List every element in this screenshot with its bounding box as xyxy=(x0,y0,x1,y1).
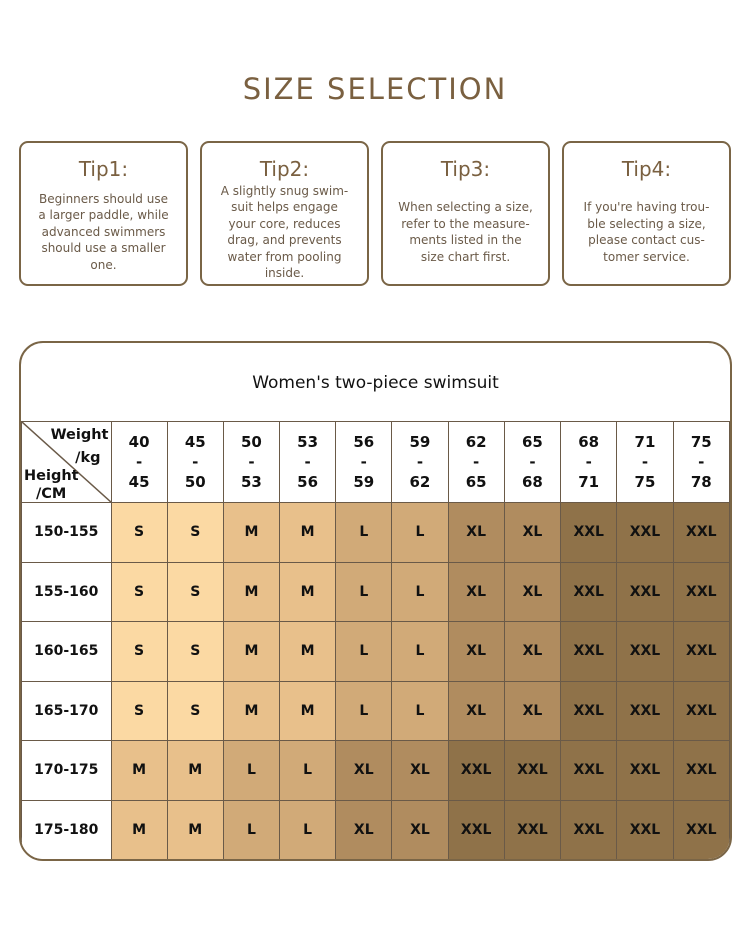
size-cell: XXL xyxy=(617,562,673,622)
tip-line: inside. xyxy=(264,266,305,280)
weight-range-part: - xyxy=(416,453,424,471)
table-row xyxy=(22,741,730,801)
weight-label: Weight xyxy=(50,427,109,443)
size-cell: M xyxy=(167,800,223,860)
size-cell: L xyxy=(392,562,448,622)
weight-range-part: 78 xyxy=(690,473,712,491)
size-cell: XXL xyxy=(673,800,729,860)
weight-range-part: 59 xyxy=(353,473,375,491)
size-cell: XXL xyxy=(673,681,729,741)
weight-range-part: - xyxy=(135,453,143,471)
weight-range-part: 45 xyxy=(128,473,150,491)
weight-header-cell xyxy=(111,422,167,503)
size-cell: XXL xyxy=(617,741,673,801)
size-cell: XL xyxy=(504,622,560,682)
weight-range-part: 40 xyxy=(128,433,150,451)
height-cell: 165-170 xyxy=(22,681,112,741)
weight-range-part: 65 xyxy=(465,473,487,491)
tip-line: ble selecting a size, xyxy=(587,216,706,231)
height-cell: 170-175 xyxy=(22,741,112,801)
size-cell: S xyxy=(167,562,223,622)
size-cell: L xyxy=(223,800,279,860)
size-cell: S xyxy=(167,503,223,563)
size-cell: S xyxy=(111,622,167,682)
tip-line: refer to the measure- xyxy=(401,216,530,231)
weight-range-part: - xyxy=(360,453,367,471)
size-cell: XXL xyxy=(673,622,729,682)
size-cell: L xyxy=(392,681,448,741)
size-cell: XXL xyxy=(673,562,729,622)
size-cell: S xyxy=(167,681,223,741)
weight-range-part: - xyxy=(248,453,255,471)
tip-line: size chart first. xyxy=(420,249,511,264)
table-row xyxy=(22,503,730,563)
size-cell: XL xyxy=(448,562,504,622)
size-cell: S xyxy=(111,503,167,563)
page-title: SIZE SELECTION xyxy=(242,72,508,106)
tips-row xyxy=(19,141,731,286)
size-cell: XL xyxy=(504,681,560,741)
size-cell: XXL xyxy=(617,503,673,563)
weight-header-cell xyxy=(392,422,448,503)
size-cell: M xyxy=(223,681,279,741)
tip-card-2 xyxy=(200,141,369,286)
size-cell: XXL xyxy=(561,503,617,563)
weight-range-part: 62 xyxy=(465,433,487,451)
weight-range-part: 50 xyxy=(240,433,262,451)
size-table xyxy=(21,421,730,860)
kg-label: /kg xyxy=(75,450,101,466)
size-cell: XL xyxy=(448,622,504,682)
size-cell: XXL xyxy=(673,503,729,563)
weight-range-part: - xyxy=(192,453,199,471)
chart-title: Women's two-piece swimsuit xyxy=(252,372,499,393)
height-cell: 175-180 xyxy=(22,800,112,860)
size-cell: XL xyxy=(504,562,560,622)
tip-line: advanced swimmers xyxy=(41,224,166,239)
tip-line: tomer service. xyxy=(603,249,690,264)
weight-header-cell xyxy=(336,422,392,503)
cm-label: /CM xyxy=(36,486,67,502)
weight-range-part: 65 xyxy=(521,433,543,451)
size-cell: M xyxy=(167,741,223,801)
tip-line: A slightly snug swim- xyxy=(220,183,349,198)
tip-line: If you're having trou- xyxy=(583,200,710,214)
tip-body xyxy=(574,182,719,282)
size-cell: XXL xyxy=(504,800,560,860)
weight-range-part: 71 xyxy=(634,433,656,451)
size-cell: S xyxy=(111,562,167,622)
table-header-row xyxy=(22,422,730,503)
table-row xyxy=(22,800,730,860)
weight-header-cell xyxy=(448,422,504,503)
weight-range-part: 45 xyxy=(184,433,206,451)
size-cell: XL xyxy=(448,503,504,563)
size-cell: M xyxy=(280,622,336,682)
size-cell: M xyxy=(280,681,336,741)
weight-range-part: - xyxy=(529,453,536,471)
size-cell: M xyxy=(280,562,336,622)
weight-range-part: - xyxy=(585,453,592,471)
weight-range-part: 53 xyxy=(297,433,319,451)
weight-range-part: 62 xyxy=(409,473,431,491)
weight-range-part: - xyxy=(641,453,649,471)
size-cell: XL xyxy=(504,503,560,563)
table-row xyxy=(22,622,730,682)
size-cell: XXL xyxy=(448,800,504,860)
size-cell: XXL xyxy=(448,741,504,801)
size-cell: L xyxy=(336,622,392,682)
weight-header-cell xyxy=(673,422,729,503)
size-cell: L xyxy=(392,622,448,682)
weight-header-cell xyxy=(167,422,223,503)
weight-range-part: 53 xyxy=(240,473,262,491)
size-cell: XXL xyxy=(673,741,729,801)
size-cell: XL xyxy=(448,681,504,741)
size-cell: XXL xyxy=(561,741,617,801)
weight-range-part: 75 xyxy=(690,433,712,451)
weight-range-part: 59 xyxy=(409,433,431,451)
tip-title: Tip1: xyxy=(78,157,129,181)
size-chart xyxy=(19,341,732,861)
weight-range-part: - xyxy=(698,453,705,471)
size-cell: XXL xyxy=(617,681,673,741)
tip-body xyxy=(212,182,357,282)
size-cell: XL xyxy=(392,800,448,860)
size-cell: M xyxy=(111,741,167,801)
size-cell: XXL xyxy=(561,622,617,682)
tip-line: your core, reduces xyxy=(228,216,341,231)
size-cell: L xyxy=(336,681,392,741)
height-cell: 150-155 xyxy=(22,503,112,563)
weight-range-part: 75 xyxy=(634,473,656,491)
weight-header-cell xyxy=(280,422,336,503)
tip-title: Tip4: xyxy=(621,157,672,181)
weight-range-part: 50 xyxy=(184,473,206,491)
size-cell: XL xyxy=(336,741,392,801)
tip-card-1 xyxy=(19,141,188,286)
tip-line: should use a smaller xyxy=(41,241,166,256)
weight-range-part: 56 xyxy=(353,433,375,451)
tip-card-3 xyxy=(381,141,550,286)
size-cell: L xyxy=(336,562,392,622)
size-cell: XXL xyxy=(561,562,617,622)
tip-line: drag, and prevents xyxy=(227,233,342,247)
size-cell: L xyxy=(223,741,279,801)
weight-range-part: - xyxy=(473,453,480,471)
weight-range-part: 68 xyxy=(578,433,600,451)
size-cell: XXL xyxy=(617,800,673,860)
size-cell: XXL xyxy=(617,622,673,682)
weight-header-cell xyxy=(617,422,673,503)
tip-line: one. xyxy=(90,257,117,272)
size-cell: S xyxy=(111,681,167,741)
height-cell: 155-160 xyxy=(22,562,112,622)
weight-range-part: 71 xyxy=(578,473,600,491)
tip-line: When selecting a size, xyxy=(398,200,533,214)
weight-header-cell xyxy=(504,422,560,503)
tip-title: Tip2: xyxy=(259,157,310,181)
tip-line: ments listed in the xyxy=(409,233,522,247)
size-cell: XXL xyxy=(561,800,617,860)
table-row xyxy=(22,562,730,622)
height-label: Height xyxy=(24,468,79,484)
weight-range-part: 56 xyxy=(297,473,319,491)
weight-header-cell xyxy=(223,422,279,503)
tip-line: water from pooling xyxy=(227,249,342,264)
tip-line: please contact cus- xyxy=(588,233,705,247)
size-cell: M xyxy=(223,562,279,622)
size-cell: XXL xyxy=(561,681,617,741)
height-cell: 160-165 xyxy=(22,622,112,682)
weight-header-cell xyxy=(561,422,617,503)
tip-line: Beginners should use xyxy=(39,191,168,206)
tip-body xyxy=(393,182,538,282)
size-cell: M xyxy=(223,622,279,682)
tip-line: a larger paddle, while xyxy=(38,208,169,223)
size-cell: M xyxy=(280,503,336,563)
weight-range-part: - xyxy=(304,453,311,471)
size-cell: S xyxy=(167,622,223,682)
tip-body xyxy=(31,182,176,282)
size-cell: M xyxy=(223,503,279,563)
weight-range-part: 68 xyxy=(521,473,543,491)
tip-title: Tip3: xyxy=(440,157,491,181)
size-cell: L xyxy=(280,800,336,860)
size-cell: L xyxy=(336,503,392,563)
tip-card-4 xyxy=(562,141,731,286)
corner-cell xyxy=(22,422,112,503)
size-cell: M xyxy=(111,800,167,860)
table-row xyxy=(22,681,730,741)
size-cell: L xyxy=(280,741,336,801)
size-cell: XL xyxy=(392,741,448,801)
size-cell: XL xyxy=(336,800,392,860)
size-cell: L xyxy=(392,503,448,563)
tip-line: suit helps engage xyxy=(231,200,338,214)
size-cell: XXL xyxy=(504,741,560,801)
